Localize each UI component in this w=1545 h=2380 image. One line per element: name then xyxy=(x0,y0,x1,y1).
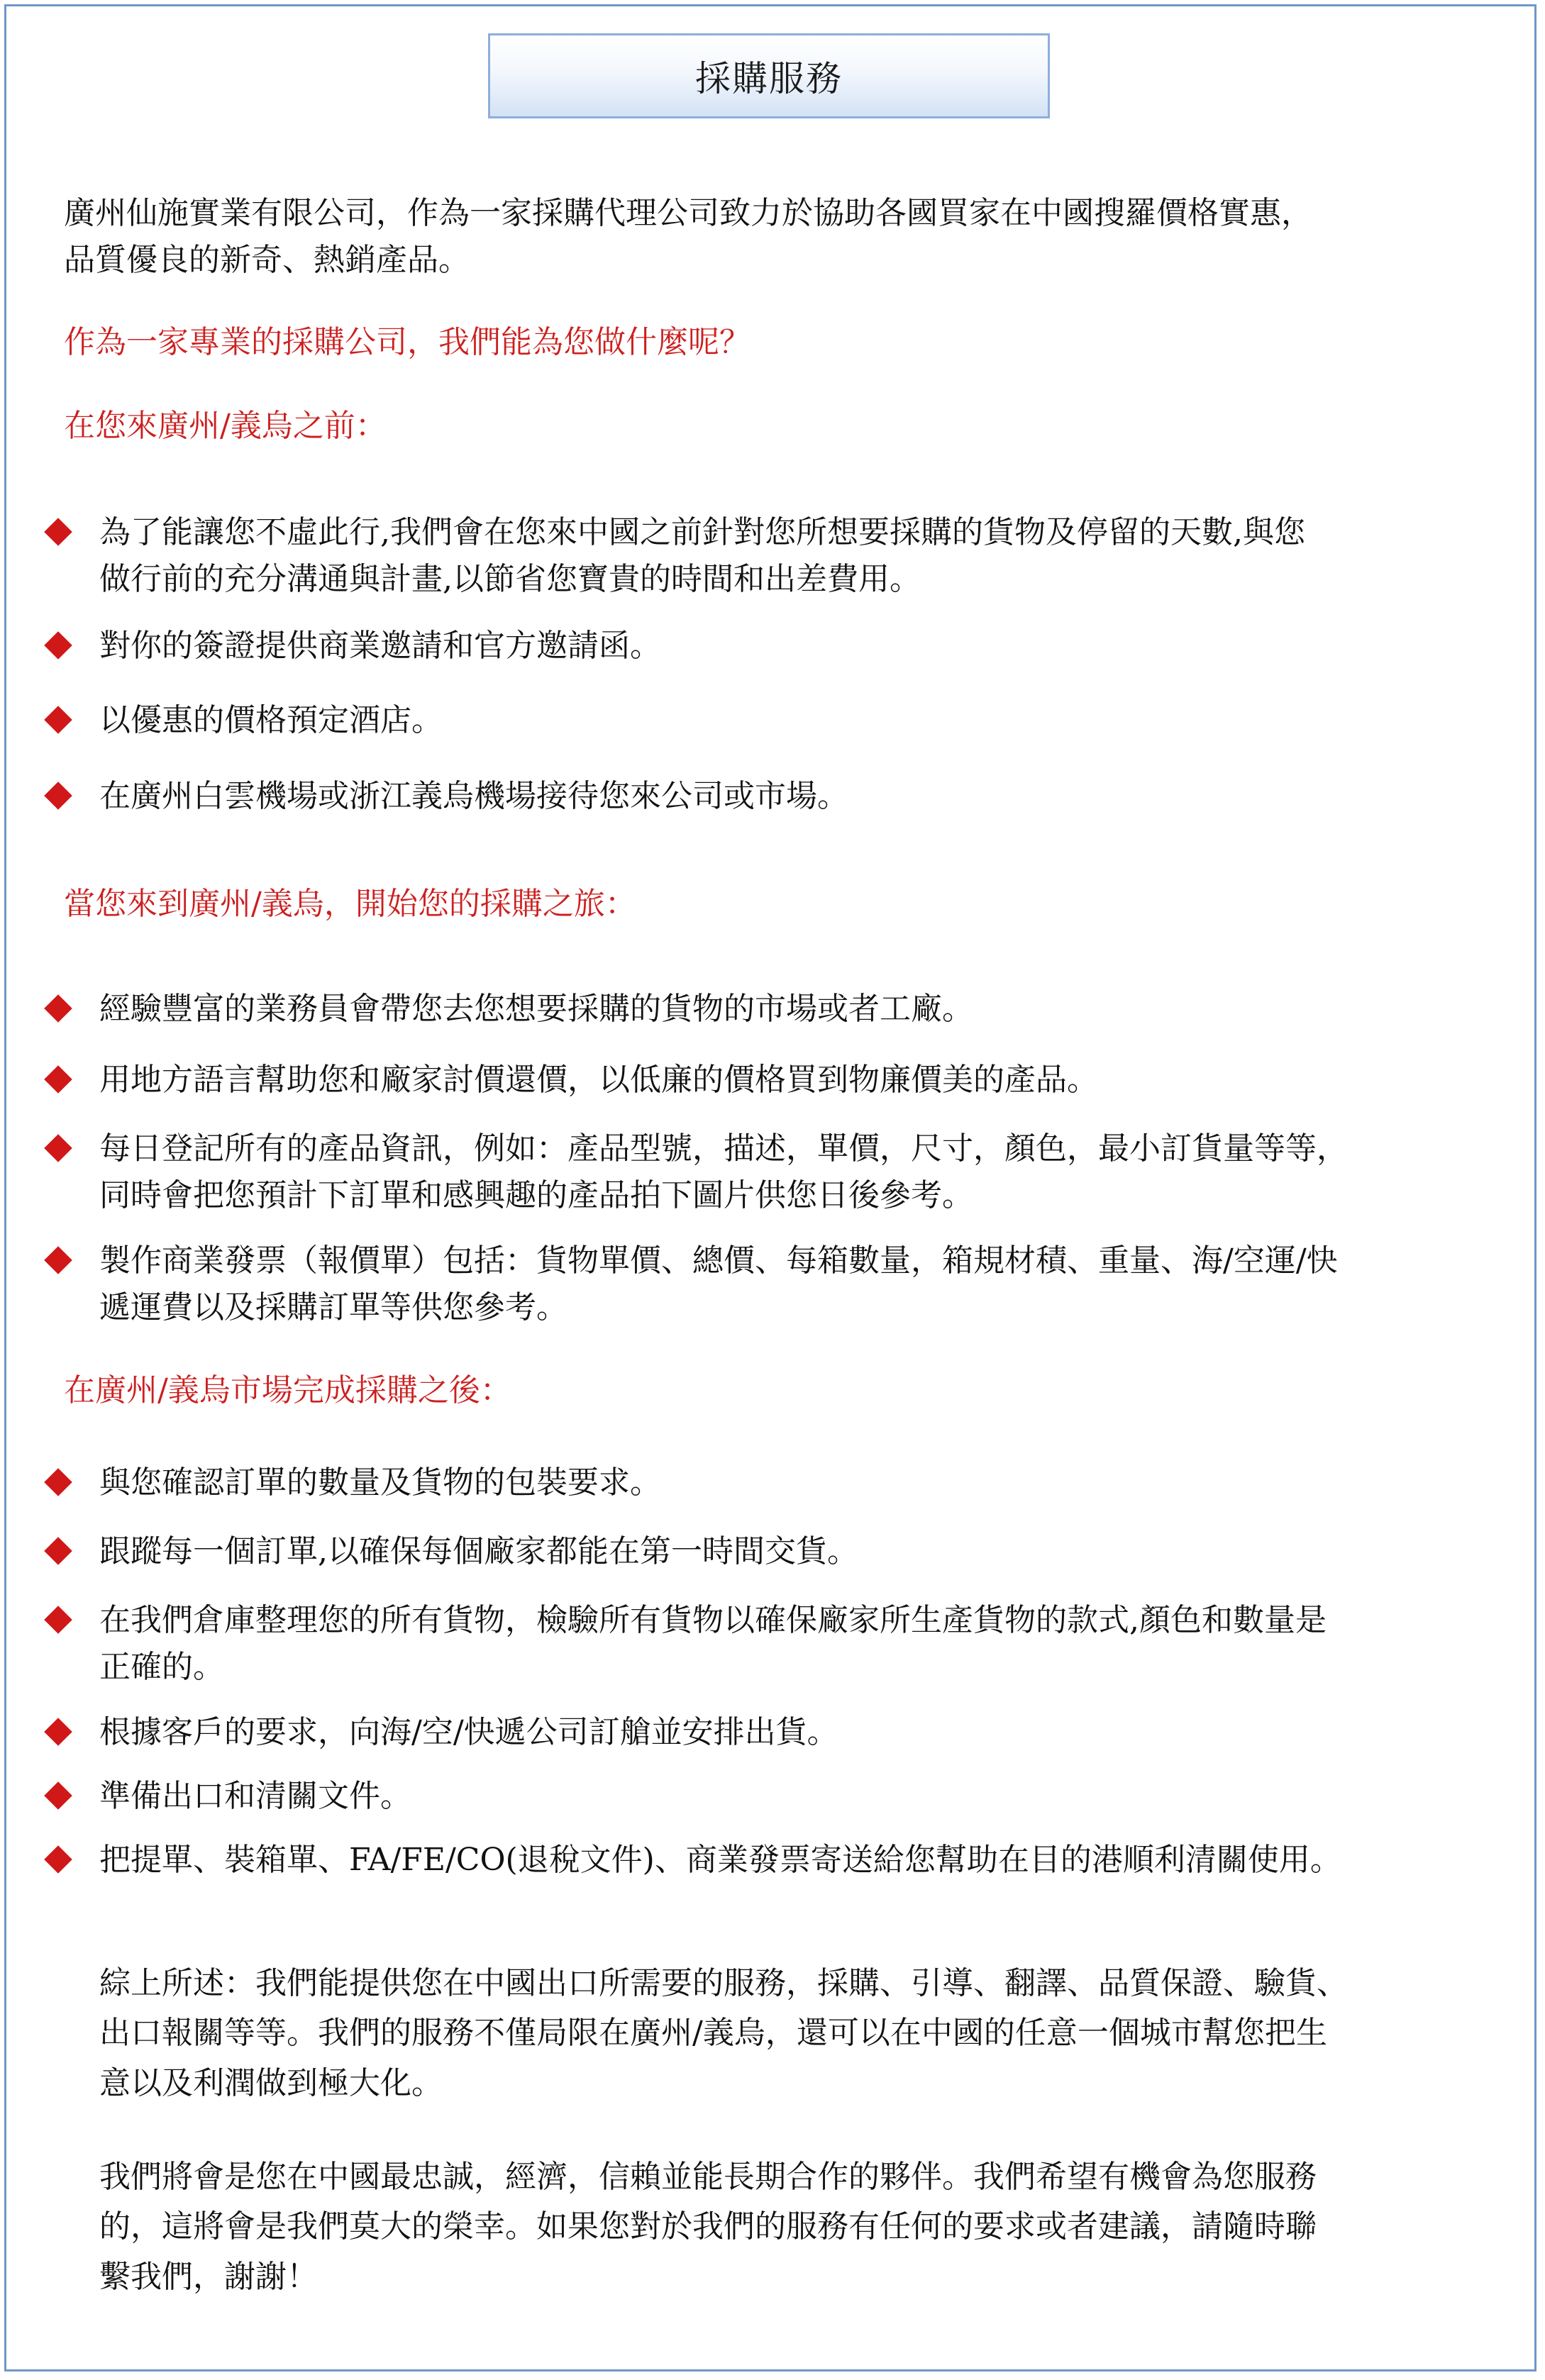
list-item-text: 用地方語言幫助您和廠家討價還價，以低廉的價格買到物廉價美的產品。 xyxy=(99,1062,1098,1098)
intro-line: 品質優良的新奇、熱銷產品。 xyxy=(64,242,470,278)
summary-paragraph xyxy=(99,1959,1348,2108)
intro-paragraph xyxy=(64,190,1312,284)
list-item-text: 製作商業發票（報價單）包括：貨物單價、總價、每箱數量，箱規材積、重量、海/空運/快 xyxy=(99,1242,1338,1279)
list-item-text: 同時會把您預計下訂單和感興趣的產品拍下圖片供您日後參考。 xyxy=(99,1177,973,1213)
closing-line: 的，這將會是我們莫大的榮幸。如果您對於我們的服務有任何的要求或者建議，請隨時聯 xyxy=(99,2208,1317,2245)
section-heading-after-purchase: 在廣州/義烏市場完成採購之後： xyxy=(64,1372,511,1408)
list-item-text: 在我們倉庫整理您的所有貨物，檢驗所有貨物以確保廠家所生產貨物的款式,顏色和數量是 xyxy=(99,1602,1327,1638)
summary-line: 綜上所述：我們能提供您在中國出口所需要的服務，採購、引導、翻譯、品質保證、驗貨、 xyxy=(99,1965,1348,2001)
list-item-text: 與您確認訂單的數量及貨物的包裝要求。 xyxy=(99,1464,661,1501)
list-item-text: 做行前的充分溝通與計畫,以節省您寶貴的時間和出差費用。 xyxy=(99,561,921,597)
list-item-text: 把提單、裝箱單、FA/FE/CO(退稅文件)、商業發票寄送給您幫助在目的港順利清關使用。 xyxy=(99,1842,1341,1878)
summary-line: 出口報關等等。我們的服務不僅局限在廣州/義烏，還可以在中國的任意一個城市幫您把生 xyxy=(99,2015,1327,2052)
list-item-text: 以優惠的價格預定酒店。 xyxy=(99,702,443,738)
list-item-text: 正確的。 xyxy=(99,1649,224,1685)
list-item-text: 對你的簽證提供商業邀請和官方邀請函。 xyxy=(99,628,661,664)
section-heading-before-arrival: 在您來廣州/義烏之前： xyxy=(64,408,387,444)
page-title: 採購服務 xyxy=(488,33,1050,118)
list-item-text: 經驗豐富的業務員會帶您去您想要採購的貨物的市場或者工廠。 xyxy=(99,991,973,1027)
intro-line: 廣州仙施實業有限公司，作為一家採購代理公司致力於協助各國買家在中國搜羅價格實惠， xyxy=(64,195,1312,231)
closing-line: 我們將會是您在中國最忠誠，經濟，信賴並能長期合作的夥伴。我們希望有機會為您服務 xyxy=(99,2159,1317,2195)
closing-paragraph xyxy=(99,2152,1317,2302)
list-item-text: 跟蹤每一個訂單,以確保每個廠家都能在第一時間交貨。 xyxy=(99,1533,858,1569)
list-item-text: 根據客戶的要求，向海/空/快遞公司訂艙並安排出貨。 xyxy=(99,1714,838,1750)
summary-line: 意以及利潤做到極大化。 xyxy=(99,2064,443,2101)
list-item-text: 在廣州白雲機場或浙江義烏機場接待您來公司或市場。 xyxy=(99,778,848,814)
closing-line: 繫我們，謝謝！ xyxy=(99,2258,318,2295)
list-item-text: 為了能讓您不虛此行,我們會在您來中國之前針對您所想要採購的貨物及停留的天數,與您 xyxy=(99,514,1305,550)
question-heading: 作為一家專業的採購公司，我們能為您做什麼呢？ xyxy=(64,324,751,360)
list-item-text: 遞運費以及採購訂單等供您參考。 xyxy=(99,1289,567,1325)
list-item-text: 準備出口和清關文件。 xyxy=(99,1778,411,1814)
list-item-text: 每日登記所有的產品資訊，例如：產品型號，描述，單價，尺寸，顏色，最小訂貨量等等， xyxy=(99,1130,1348,1167)
section-heading-during-trip: 當您來到廣州/義烏，開始您的採購之旅： xyxy=(64,886,636,922)
